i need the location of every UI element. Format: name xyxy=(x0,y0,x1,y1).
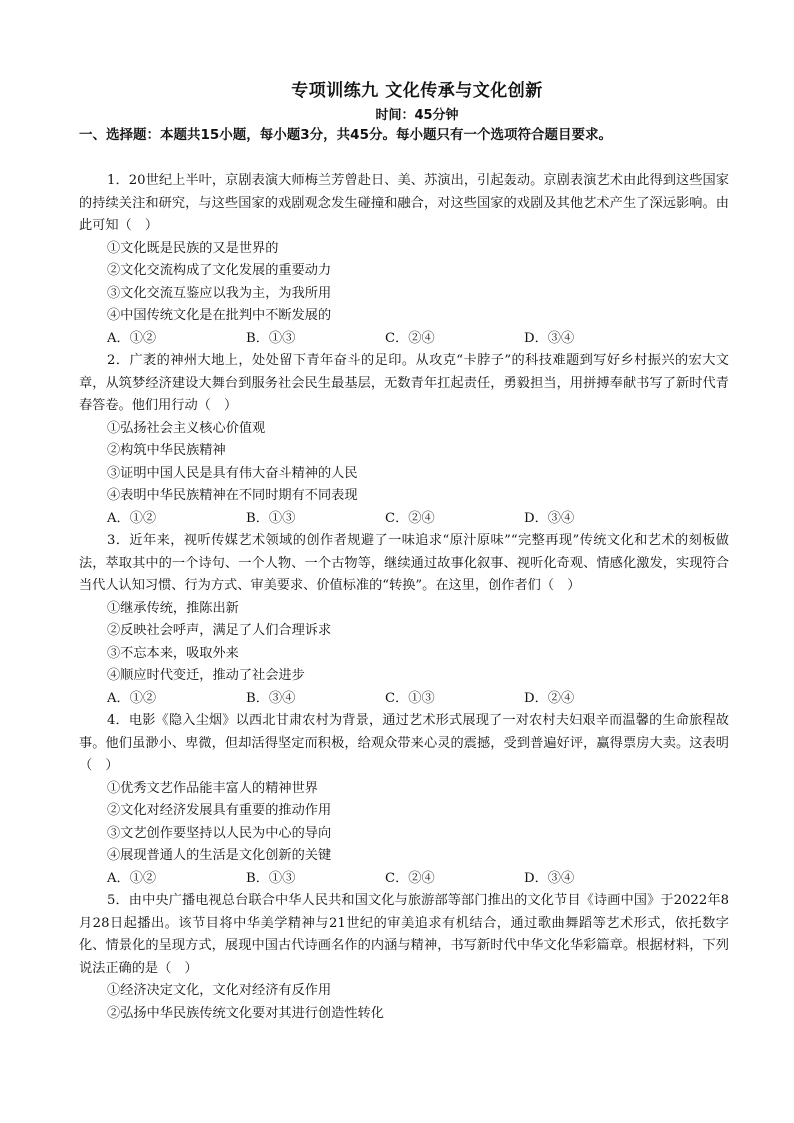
answer-choices xyxy=(79,688,729,711)
choice-d: D．③④ xyxy=(524,330,575,346)
statement-option: ②弘扬中华民族传统文化要对其进行创造性转化 xyxy=(107,1005,384,1021)
question-2 xyxy=(79,350,729,530)
statement-option: ②反映社会呼声，满足了人们合理诉求 xyxy=(107,623,332,638)
question-stem: 3．近年来，视听传媒艺术领域的创作者规避了一味追求“原汁原味”“完整再现”传统文化和艺术的刻板做法，萃取其中的一个诗句、一个人物、一个古物等，继续通过故事化叙事、视听化奇观、情感化激发，实现符合当代人认知习惯、行为方式、审美要求、价值标准的“转换”。在这里，创作者们（ ） xyxy=(79,533,729,593)
question-stem: 1．20世纪上半叶，京剧表演大师梅兰芳曾赴日、美、苏演出，引起轰动。京剧表演艺术由此得到这些国家的持续关注和研究，与这些国家的戏剧观念发生碰撞和融合，对这些国家的戏剧及其他艺术产生了深远影响。由此可知（ ） xyxy=(79,173,729,233)
choice-b: B．①③ xyxy=(246,510,296,526)
question-1 xyxy=(79,170,729,350)
statement-option: ④中国传统文化是在批判中不断发展的 xyxy=(107,308,332,323)
answer-choices xyxy=(79,868,729,891)
statement-option: ①文化既是民族的又是世界的 xyxy=(107,240,279,256)
question-stem: 4．电影《隐入尘烟》以西北甘肃农村为背景，通过艺术形式展现了一对农村夫妇艰辛而温馨的生命旅程故事。他们虽渺小、卑微，但却活得坚定而积极，给观众带来心灵的震撼，受到普遍好评，赢得票房大卖。这表明（ ） xyxy=(79,713,729,773)
question-stem: 2．广袤的神州大地上，处处留下青年奋斗的足印。从攻克“卡脖子”的科技难题到写好乡村振兴的宏大文章，从筑梦经济建设大舞台到服务社会民生最基层，无数青年扛起责任，勇毅担当，用拼搏奉献书写了新时代青春答卷。他们用行动（ ） xyxy=(79,353,729,413)
answer-choices xyxy=(79,328,729,351)
statement-option: ③文化交流互鉴应以我为主，为我所用 xyxy=(107,285,332,301)
statement-option: ④展现普通人的生活是文化创新的关键 xyxy=(107,848,332,863)
question-3 xyxy=(79,530,729,710)
choice-a: A．①② xyxy=(107,870,157,886)
answer-choices xyxy=(79,508,729,531)
statement-option: ②文化交流构成了文化发展的重要动力 xyxy=(107,263,332,278)
choice-c: C．②④ xyxy=(385,870,435,886)
statement-option: ③证明中国人民是具有伟大奋斗精神的人民 xyxy=(107,465,358,481)
exam-time: 时间：45分钟 xyxy=(375,108,459,123)
choice-b: B．③④ xyxy=(246,690,296,706)
choice-a: A．①② xyxy=(107,510,157,526)
statement-option: ②文化对经济发展具有重要的推动作用 xyxy=(107,803,332,818)
choice-c: C．②④ xyxy=(385,510,435,526)
question-5 xyxy=(79,890,729,1025)
choice-d: D．③④ xyxy=(524,510,575,526)
statement-option: ④表明中华民族精神在不同时期有不同表现 xyxy=(107,488,358,503)
choice-c: C．①③ xyxy=(385,690,435,706)
question-4 xyxy=(79,710,729,890)
page-title: 专项训练九 文化传承与文化创新 xyxy=(291,81,543,101)
question-list xyxy=(79,170,729,1025)
statement-option: ①优秀文艺作品能丰富人的精神世界 xyxy=(107,780,318,796)
statement-option: ③文艺创作要坚持以人民为中心的导向 xyxy=(107,825,332,841)
statement-option: ①经济决定文化，文化对经济有反作用 xyxy=(107,983,332,998)
choice-a: A．①② xyxy=(107,690,157,706)
question-stem: 5．由中央广播电视总台联合中华人民共和国文化与旅游部等部门推出的文化节目《诗画中国》于2022年8月28日起播出。该节目将中华美学精神与21世纪的审美追求有机结合，通过歌曲舞蹈等艺术形式，依托数字化、情景化的呈现方式，展现中国古代诗画名作的内涵与精神，书写新时代中华文化华彩篇章。根据材料，下列说法正确的是（ ） xyxy=(79,893,729,976)
statement-option: ③不忘本来，吸取外来 xyxy=(107,645,239,661)
statement-option: ④顺应时代变迁，推动了社会进步 xyxy=(107,668,305,683)
section-heading: 一、选择题：本题共15小题，每小题3分，共45分。每小题只有一个选项符合题目要求。 xyxy=(79,127,612,143)
choice-a: A．①② xyxy=(107,330,157,346)
statement-option: ①继承传统，推陈出新 xyxy=(107,600,239,616)
statement-option: ②构筑中华民族精神 xyxy=(107,443,226,458)
choice-b: B．①③ xyxy=(246,330,296,346)
choice-b: B．①③ xyxy=(246,870,296,886)
choice-c: C．②④ xyxy=(385,330,435,346)
choice-d: D．③④ xyxy=(524,870,575,886)
statement-option: ①弘扬社会主义核心价值观 xyxy=(107,420,266,436)
choice-d: D．②④ xyxy=(524,690,575,706)
